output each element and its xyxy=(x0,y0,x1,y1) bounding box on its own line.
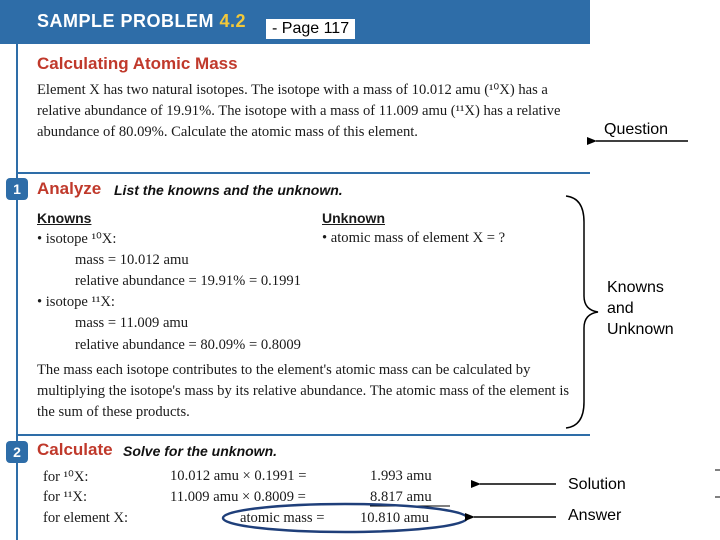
answer-circle xyxy=(223,504,467,532)
calc-row-expression: 10.012 amu × 0.1991 = xyxy=(170,468,307,484)
answer-annotation: Answer xyxy=(568,507,622,524)
unknown-heading: Unknown xyxy=(322,210,385,226)
calculate-step-description: Solve for the unknown. xyxy=(123,443,278,459)
problem-text: Element X has two natural isotopes. The isotope with a mass of 10.012 amu (¹⁰X) has a relative abundance of 19.91%. The isotope with a mass of 11.009 amu (¹¹X) has a relative abundance of 80.09%. Calculate the atomic mass of this element. xyxy=(37,82,561,140)
step-1-badge: 1 xyxy=(6,178,28,200)
question-annotation: Question xyxy=(604,121,669,138)
known-line: • isotope ¹⁰X: xyxy=(37,231,117,247)
calc-row-label: for ¹⁰X: xyxy=(43,469,89,485)
knowns-annotation-line: Unknown xyxy=(607,321,674,338)
calc-row-label: for ¹¹X: xyxy=(43,489,88,505)
knowns-brace xyxy=(566,196,598,428)
known-line: mass = 10.012 amu xyxy=(75,252,189,268)
calc-row-expression: 11.009 amu × 0.8009 = xyxy=(170,489,306,505)
knowns-annotation-line: and xyxy=(607,300,634,317)
analyze-explanation: The mass each isotope contributes to the element's atomic mass can be calculated by multiplying the isotope's mass by its relative abundance. The atomic mass of the element is the sum of these products. xyxy=(37,362,570,420)
calc-row-label: for element X: xyxy=(43,510,129,526)
known-line: relative abundance = 19.91% = 0.1991 xyxy=(75,273,301,289)
knowns-heading: Knowns xyxy=(37,210,92,226)
calc-row-expression: atomic mass = xyxy=(240,510,325,526)
analyze-step-title: Analyze xyxy=(37,179,102,198)
analyze-step-description: List the knowns and the unknown. xyxy=(114,182,343,198)
calc-row-result: 8.817 amu xyxy=(370,489,432,505)
known-line: • isotope ¹¹X: xyxy=(37,294,115,310)
page-label: - Page 117 xyxy=(266,19,355,39)
step-2-badge: 2 xyxy=(6,441,28,463)
unknown-line: • atomic mass of element X = ? xyxy=(322,230,506,246)
known-line: mass = 11.009 amu xyxy=(75,315,189,331)
known-line: relative abundance = 80.09% = 0.8009 xyxy=(75,337,301,353)
solution-annotation: Solution xyxy=(568,476,626,493)
sample-problem-title: SAMPLE PROBLEM 4.2 xyxy=(37,11,247,31)
calc-row-result: 10.810 amu xyxy=(360,510,429,526)
calculate-step-title: Calculate xyxy=(37,440,113,459)
knowns-annotation-line: Knowns xyxy=(607,279,664,296)
problem-heading: Calculating Atomic Mass xyxy=(37,54,238,73)
calc-row-result: 1.993 amu xyxy=(370,468,432,484)
